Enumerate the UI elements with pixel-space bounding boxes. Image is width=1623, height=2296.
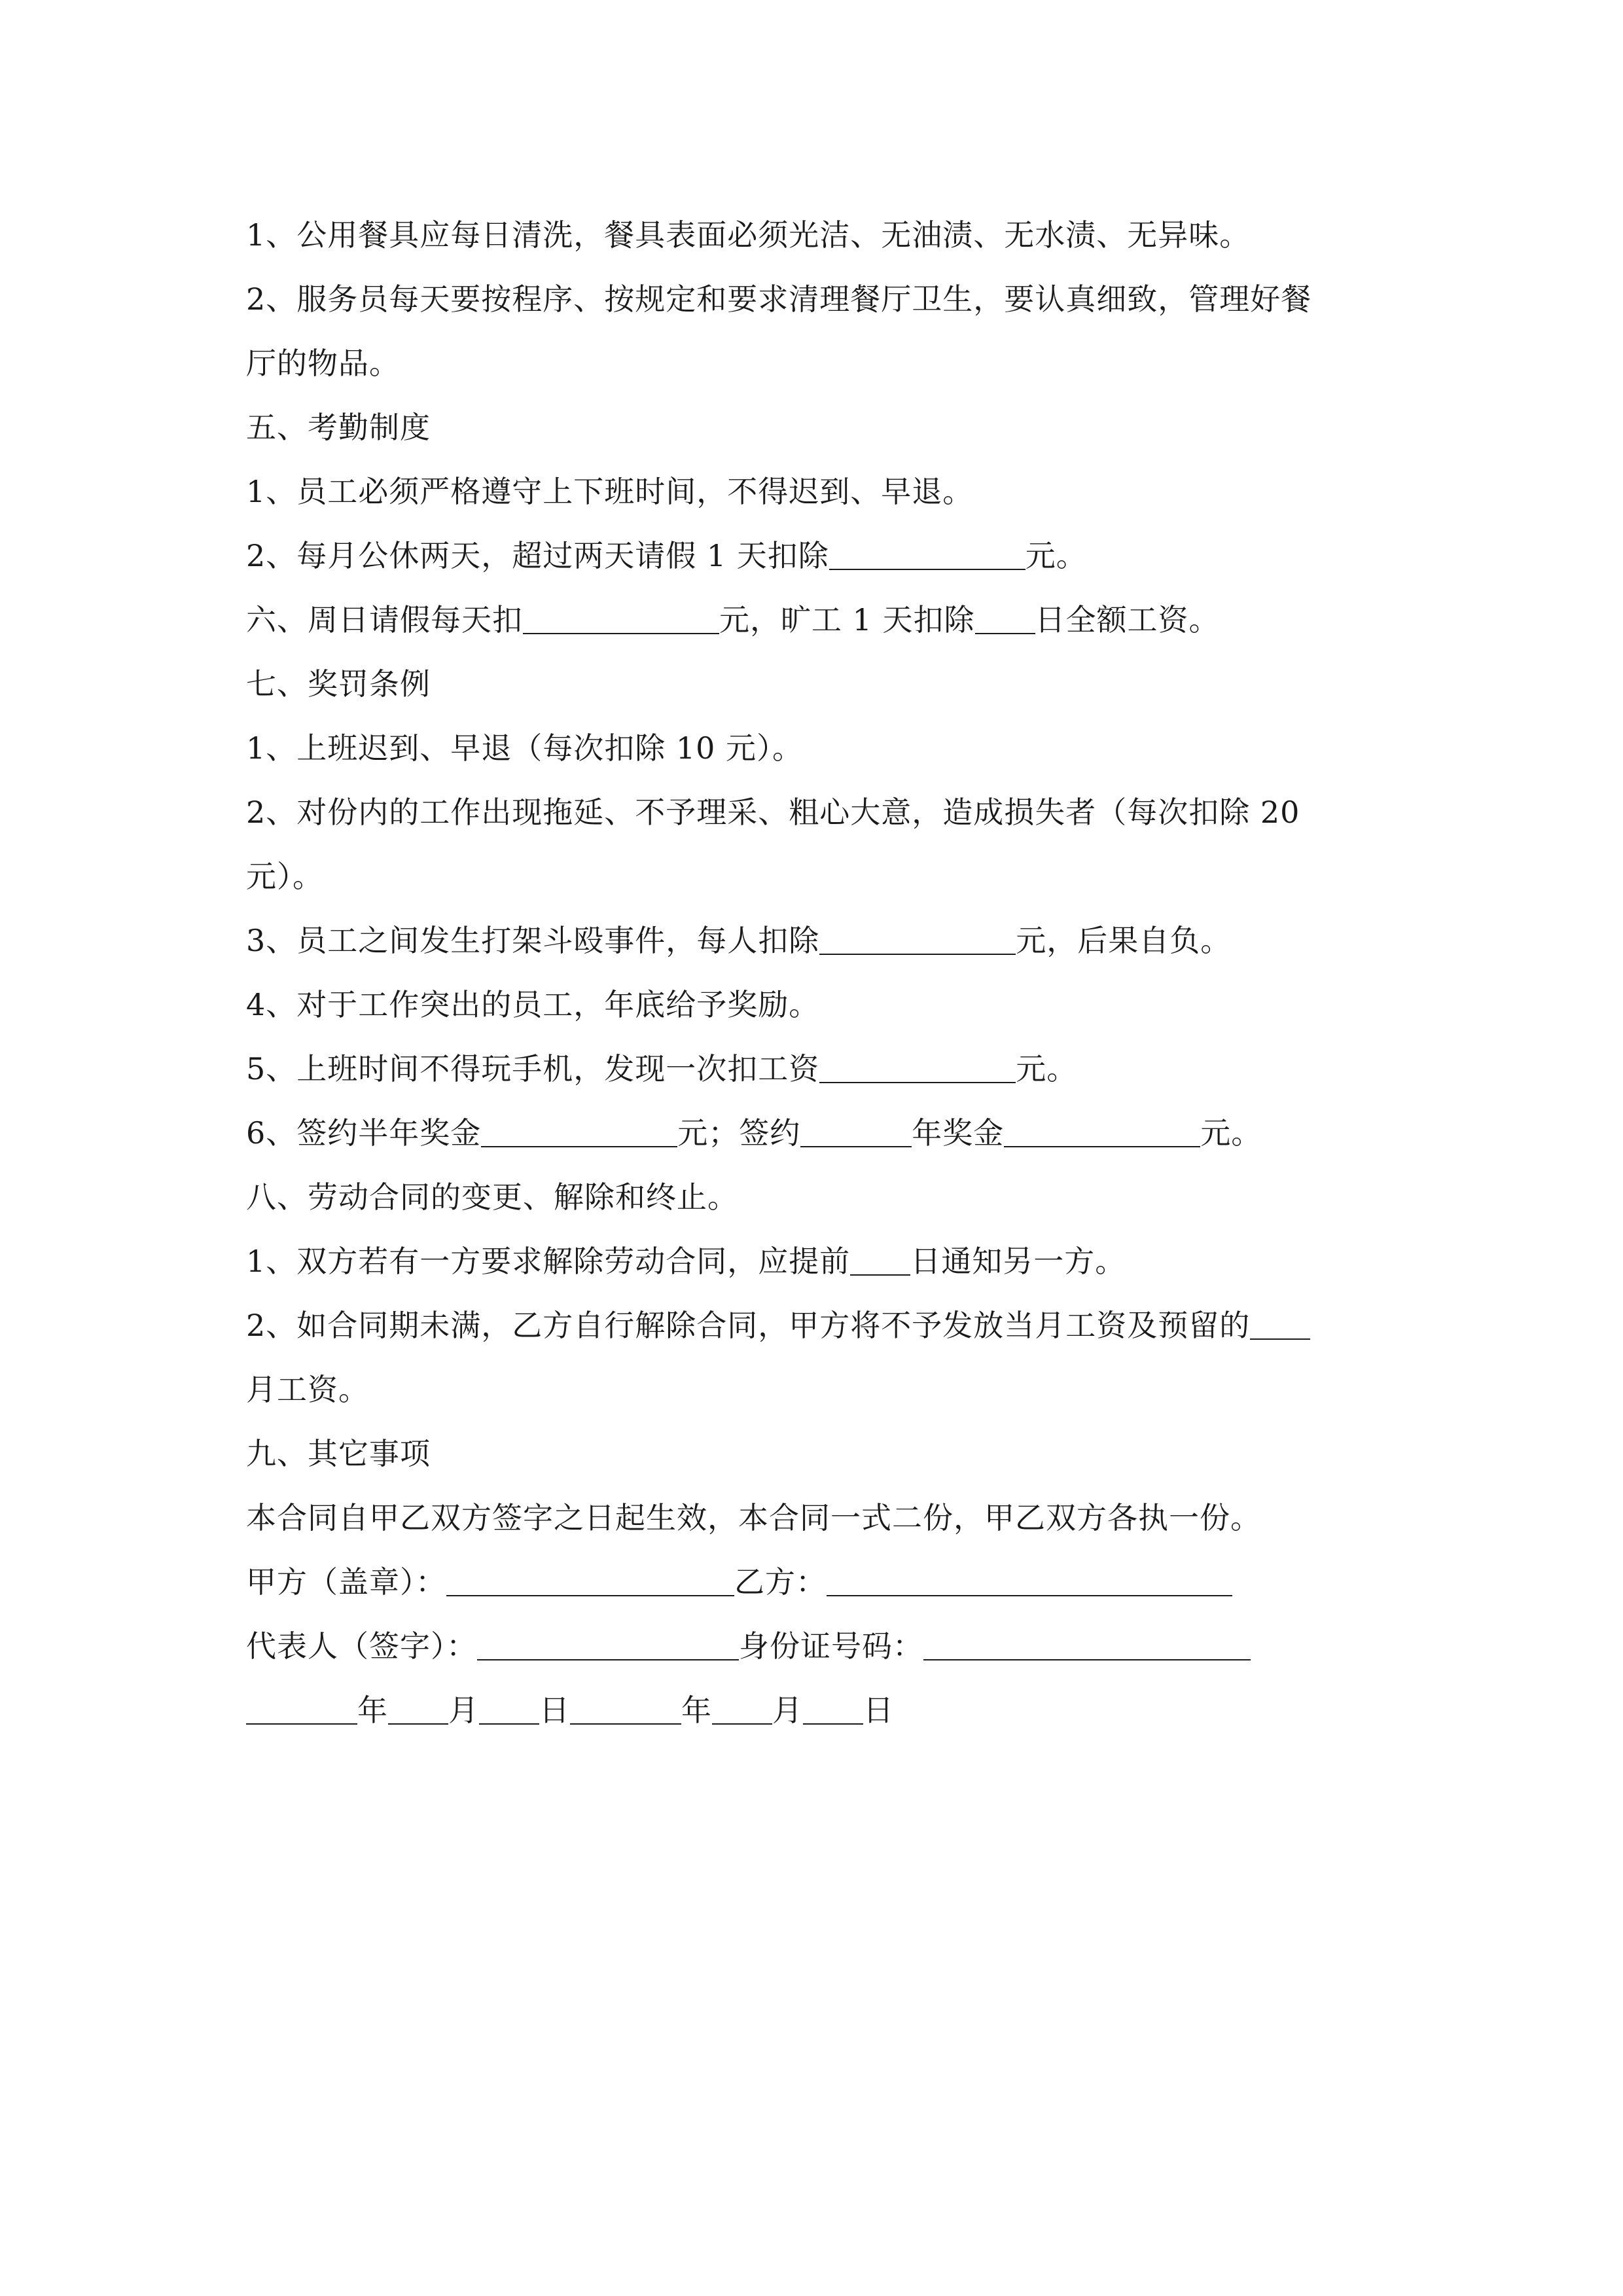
clause-late-arrival: 1、上班迟到、早退（每次扣除 10 元）。 (246, 730, 804, 766)
reserved-months-blank[interactable] (1250, 1308, 1310, 1340)
section-heading-rewards-penalties: 七、奖罚条例 (246, 666, 431, 702)
representative-signature-blank[interactable] (477, 1629, 739, 1660)
clause-early-termination-line2: 月工资。 (246, 1372, 369, 1407)
sunday-deduction-blank[interactable] (523, 603, 719, 634)
termination-notice-text: 1、双方若有一方要求解除劳动合同，应提前 (246, 1244, 851, 1279)
clause-signing-bonus (246, 1101, 1385, 1165)
year-bonus-blank[interactable] (1004, 1116, 1200, 1147)
party-a-label: 甲方（盖章）： (246, 1564, 446, 1600)
absence-text: 元，旷工 1 天扣除 (719, 602, 975, 637)
section-heading-sunday-leave (246, 588, 1385, 652)
party-a-year-blank[interactable] (246, 1693, 357, 1725)
clause-outstanding-reward: 4、对于工作突出的员工，年底给予奖励。 (246, 987, 820, 1022)
clause-monthly-leave-unit: 元。 (1025, 538, 1087, 573)
year-bonus-text: 年奖金 (912, 1115, 1005, 1151)
signing-text: 元；签约 (677, 1115, 801, 1151)
section-heading-attendance: 五、考勤制度 (246, 410, 431, 445)
signature-representative-row (246, 1614, 1385, 1678)
party-a-day-blank[interactable] (479, 1693, 539, 1725)
absence-wage-text: 日全额工资。 (1035, 602, 1220, 637)
id-number-blank[interactable] (923, 1629, 1251, 1660)
clause-termination-notice (246, 1229, 1385, 1293)
termination-notice-tail: 日通知另一方。 (910, 1244, 1126, 1279)
signing-bonus-unit: 元。 (1200, 1115, 1262, 1151)
party-b-year-blank[interactable] (570, 1693, 681, 1725)
clause-phone-use (246, 1037, 1385, 1101)
party-a-year-label: 年 (357, 1693, 388, 1728)
clause-monthly-leave (246, 524, 1385, 588)
clause-effective: 本合同自甲乙双方签字之日起生效，本合同一式二份，甲乙双方各执一份。 (246, 1500, 1261, 1535)
party-a-month-blank[interactable] (388, 1693, 448, 1725)
party-a-month-label: 月 (448, 1693, 479, 1728)
clause-tableware-cleaning: 1、公用餐具应每日清洗，餐具表面必须光洁、无油渍、无水渍、无异味。 (246, 217, 1251, 253)
signature-parties-row (246, 1550, 1385, 1614)
party-b-blank[interactable] (827, 1565, 1232, 1596)
signature-dates-row (246, 1678, 1385, 1742)
clause-phone-use-text: 5、上班时间不得玩手机，发现一次扣工资 (246, 1051, 820, 1086)
party-b-day-label: 日 (863, 1693, 894, 1728)
clause-early-termination-line1 (246, 1293, 1385, 1357)
clause-waiter-cleaning-line2: 厅的物品。 (246, 346, 400, 381)
clause-waiter-cleaning-line1: 2、服务员每天要按程序、按规定和要求清理餐厅卫生，要认真细致，管理好餐 (246, 281, 1312, 317)
half-year-bonus-text: 6、签约半年奖金 (246, 1115, 482, 1151)
contract-years-blank[interactable] (800, 1116, 912, 1147)
section-heading-other-matters: 九、其它事项 (246, 1436, 431, 1471)
contract-body (246, 203, 1385, 1742)
party-a-day-label: 日 (539, 1693, 570, 1728)
party-b-month-label: 月 (772, 1693, 803, 1728)
clause-phone-use-unit: 元。 (1016, 1051, 1078, 1086)
party-b-year-label: 年 (681, 1693, 712, 1728)
clause-negligence-line2: 元）。 (246, 859, 323, 894)
section-heading-contract-change: 八、劳动合同的变更、解除和终止。 (246, 1179, 738, 1215)
clause-work-hours: 1、员工必须严格遵守上下班时间，不得迟到、早退。 (246, 474, 974, 509)
leave-deduction-blank[interactable] (829, 539, 1026, 570)
early-termination-text: 2、如合同期未满，乙方自行解除合同，甲方将不予发放当月工资及预留的 (246, 1308, 1251, 1343)
party-b-month-blank[interactable] (712, 1693, 772, 1725)
clause-fighting-tail: 元，后果自负。 (1016, 923, 1232, 958)
id-number-label: 身份证号码： (739, 1628, 923, 1664)
absence-days-blank[interactable] (975, 603, 1035, 634)
fighting-deduction-blank[interactable] (819, 924, 1016, 955)
representative-label: 代表人（签字）： (246, 1628, 477, 1664)
party-b-label: 乙方： (734, 1564, 827, 1600)
sunday-leave-text: 六、周日请假每天扣 (246, 602, 523, 637)
party-b-day-blank[interactable] (803, 1693, 863, 1725)
clause-monthly-leave-text: 2、每月公休两天，超过两天请假 1 天扣除 (246, 538, 829, 573)
phone-deduction-blank[interactable] (819, 1052, 1016, 1083)
notice-days-blank[interactable] (850, 1244, 910, 1276)
clause-fighting (246, 908, 1385, 973)
half-year-bonus-blank[interactable] (481, 1116, 677, 1147)
clause-fighting-text: 3、员工之间发生打架斗殴事件，每人扣除 (246, 923, 820, 958)
clause-negligence-line1: 2、对份内的工作出现拖延、不予理采、粗心大意，造成损失者（每次扣除 20 (246, 795, 1300, 830)
party-a-seal-blank[interactable] (446, 1565, 734, 1596)
